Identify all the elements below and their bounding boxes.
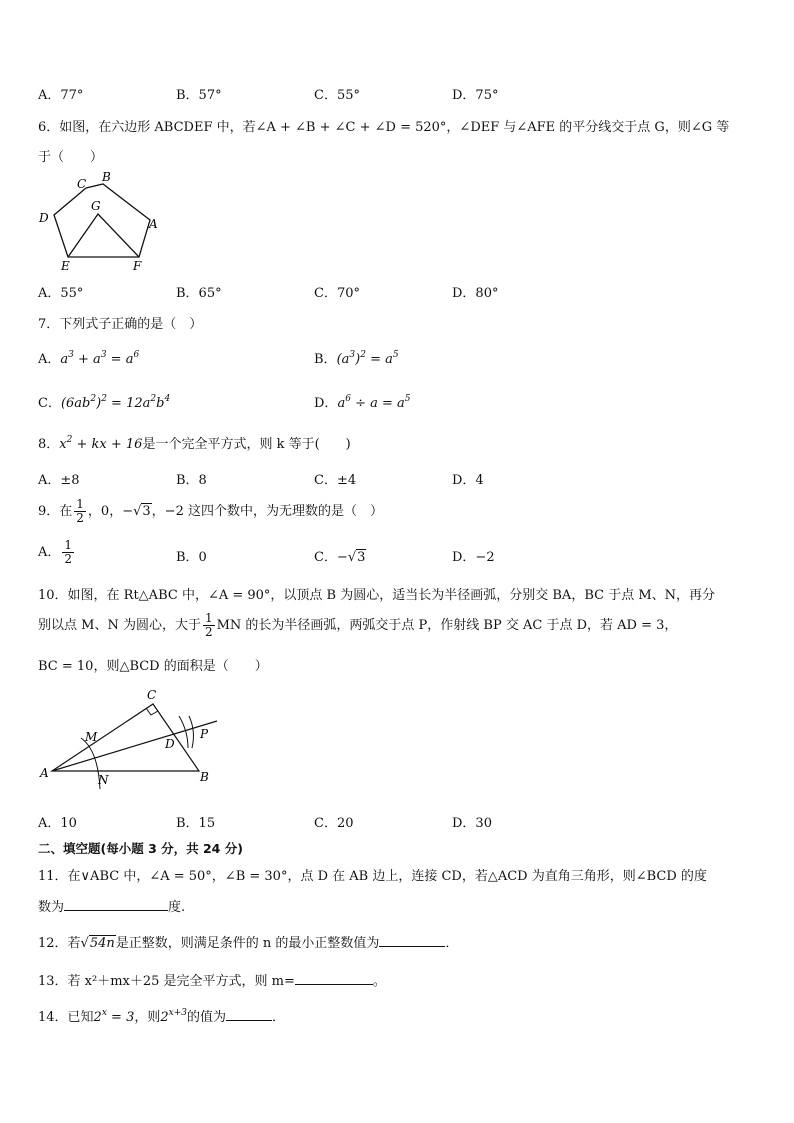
q6-option-d: D．80° (452, 286, 499, 301)
q10-option-b: B．15 (176, 816, 216, 831)
q12-stem: 12．若√54n是正整数，则满足条件的 n 的最小正整数值为 ． (38, 932, 458, 951)
q9-option-b: B．0 (176, 550, 207, 565)
q7-option-a: A．$a^3 + a^3 = a^6$ (38, 350, 140, 367)
q11-stem-line1: 11．在∨ABC 中，∠A = 50°，∠B = 30°，点 D 在 AB 边上，连接 CD，若△ACD 为直角三角形，则∠BCD 的度 (38, 869, 707, 884)
triangle-label-c: C (147, 688, 157, 702)
q9-stem: 9．在 $\frac{1}{2}$ ，0，−√3，−2 这四个数中，为无理数的是（ ） (38, 497, 383, 525)
q9-option-a: A． $\frac{1}{2}$ (38, 538, 73, 566)
q8-option-b: B．8 (176, 473, 207, 488)
triangle-label-a: A (40, 766, 49, 780)
q8-option-a: A．±8 (38, 473, 80, 488)
hexagon-figure (36, 170, 166, 275)
q10-option-d: D．30 (452, 816, 492, 831)
triangle-label-d: D (165, 737, 175, 751)
q6-option-c: C．70° (314, 286, 360, 301)
triangle-label-b: B (200, 770, 209, 784)
q5-option-a: A．77° (38, 88, 84, 103)
hexagon-label-f: F (133, 259, 142, 273)
q10-stem-line1: 10．如图，在 Rt△ABC 中，∠A = 90°，以顶点 B 为圆心，适当长为半径画弧，分别交 BA，BC 于点 M、N，再分 (38, 588, 716, 603)
hexagon-label-e: E (61, 259, 70, 273)
q8-option-c: C．±4 (314, 473, 357, 488)
q5-option-d: D．75° (452, 88, 499, 103)
hexagon-label-b: B (102, 170, 111, 184)
q14-stem: 14．已知$2^x = 3$，则$2^{x+3}$的值为 ． (38, 1008, 286, 1025)
q6-option-b: B．65° (176, 286, 222, 301)
q10-option-c: C．20 (314, 816, 354, 831)
hexagon-label-g: G (91, 199, 101, 213)
q13-answer-blank[interactable] (295, 971, 373, 985)
hexagon-label-a: A (149, 217, 158, 231)
q9-option-d: D．−2 (452, 550, 495, 565)
q11-stem-line2: 数为 度. (38, 896, 185, 915)
q8-option-d: D．4 (452, 473, 484, 488)
section-heading: 二、填空题(每小题 3 分，共 24 分) (38, 841, 243, 856)
q11-answer-blank[interactable] (64, 897, 168, 911)
q8-stem: 8．$x^2$ + kx + 16是一个完全平方式，则 k 等于( ) (38, 435, 351, 452)
q12-answer-blank[interactable] (379, 933, 445, 947)
triangle-figure (36, 686, 226, 790)
q7-option-d: D．$a^6 \div a = a^5$ (314, 394, 411, 411)
q10-stem-line2: 别以点 M、N 为圆心，大于 $\frac{1}{2}$ MN 的长为半径画弧，两弧交于点 P，作射线 BP 交 AC 于点 D，若 AD = 3， (38, 611, 678, 639)
q9-option-c: C．−√3 (314, 550, 366, 565)
triangle-label-m: M (85, 730, 98, 744)
triangle-label-p: P (200, 727, 209, 741)
q7-stem: 7．下列式子正确的是（ ） (38, 317, 203, 332)
q5-option-b: B．57° (176, 88, 222, 103)
q14-answer-blank[interactable] (226, 1007, 272, 1021)
q10-option-a: A．10 (38, 816, 77, 831)
q10-stem-line3: BC = 10，则△BCD 的面积是（ ） (38, 659, 268, 674)
triangle-label-n: N (98, 773, 109, 787)
q5-option-c: C．55° (314, 88, 360, 103)
hexagon-label-d: D (39, 211, 49, 225)
q7-option-b: B．$(a^3)^2 = a^5$ (314, 350, 399, 367)
q13-stem: 13．若 x²＋mx＋25 是完全平方式，则 m= 。 (38, 970, 386, 989)
hexagon-label-c: C (77, 177, 87, 191)
q6-stem-line1: 6．如图，在六边形 ABCDEF 中，若∠A + ∠B + ∠C + ∠D = 520°，∠DEF 与∠AFE 的平分线交于点 G，则∠G 等 (38, 120, 730, 135)
q7-option-c: C．$(6ab^2)^2 = 12a^2b^4$ (38, 394, 171, 411)
q6-stem-line2: 于（ ） (38, 150, 104, 165)
q6-option-a: A．55° (38, 286, 84, 301)
